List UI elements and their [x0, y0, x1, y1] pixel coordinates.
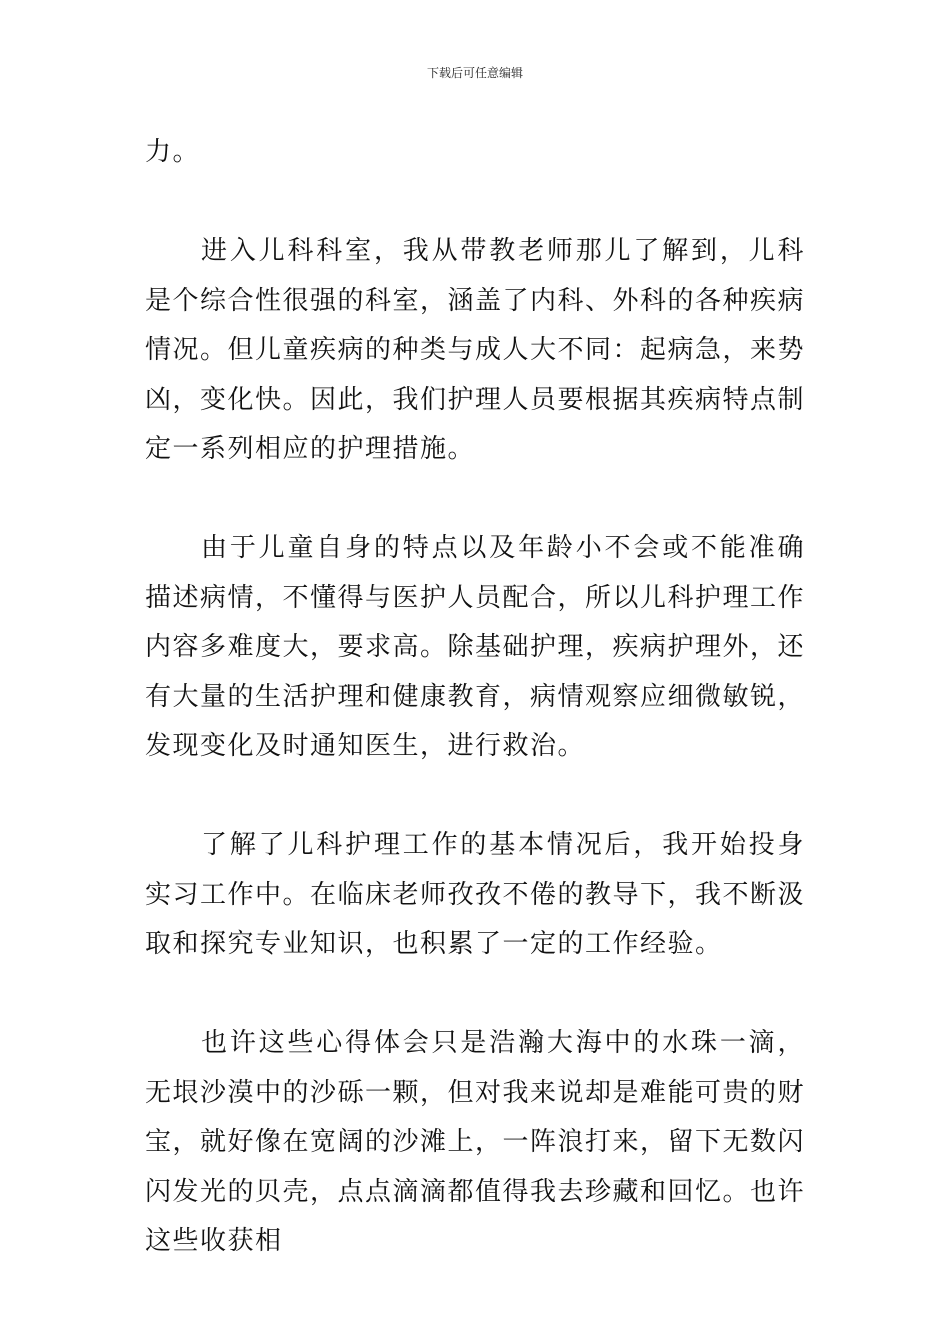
paragraph-nursing-difficulty: 由于儿童自身的特点以及年龄小不会或不能准确描述病情，不懂得与医护人员配合，所以儿科护理工作内容多难度大，要求高。除基础护理，疾病护理外，还有大量的生活护理和健康教育，病情观察应细微敏锐，发现变化及时通知医生，进行救治。 — [145, 533, 806, 761]
document-body — [145, 128, 805, 1316]
paragraph-reflection: 也许这些心得体会只是浩瀚大海中的水珠一滴，无垠沙漠中的沙砾一颗，但对我来说却是难能可贵的财宝，就好像在宽阔的沙滩上，一阵浪打来，留下无数闪闪发光的贝壳，点点滴滴都值得我去珍藏和回忆。也许这些收获相 — [145, 1028, 806, 1256]
paragraph-pediatrics-intro: 进入儿科科室，我从带教老师那儿了解到，儿科是个综合性很强的科室，涵盖了内科、外科的各种疾病情况。但儿童疾病的种类与成人大不同：起病急，来势凶，变化快。因此，我们护理人员要根据其疾病特点制定一系列相应的护理措施。 — [145, 236, 806, 464]
paragraph-continuation: 力。 — [145, 137, 201, 167]
page-header: 下载后可任意编辑 — [426, 66, 523, 80]
paragraph-internship-start: 了解了儿科护理工作的基本情况后，我开始投身实习工作中。在临床老师孜孜不倦的教导下，我不断汲取和探究专业知识，也积累了一定的工作经验。 — [145, 830, 806, 959]
